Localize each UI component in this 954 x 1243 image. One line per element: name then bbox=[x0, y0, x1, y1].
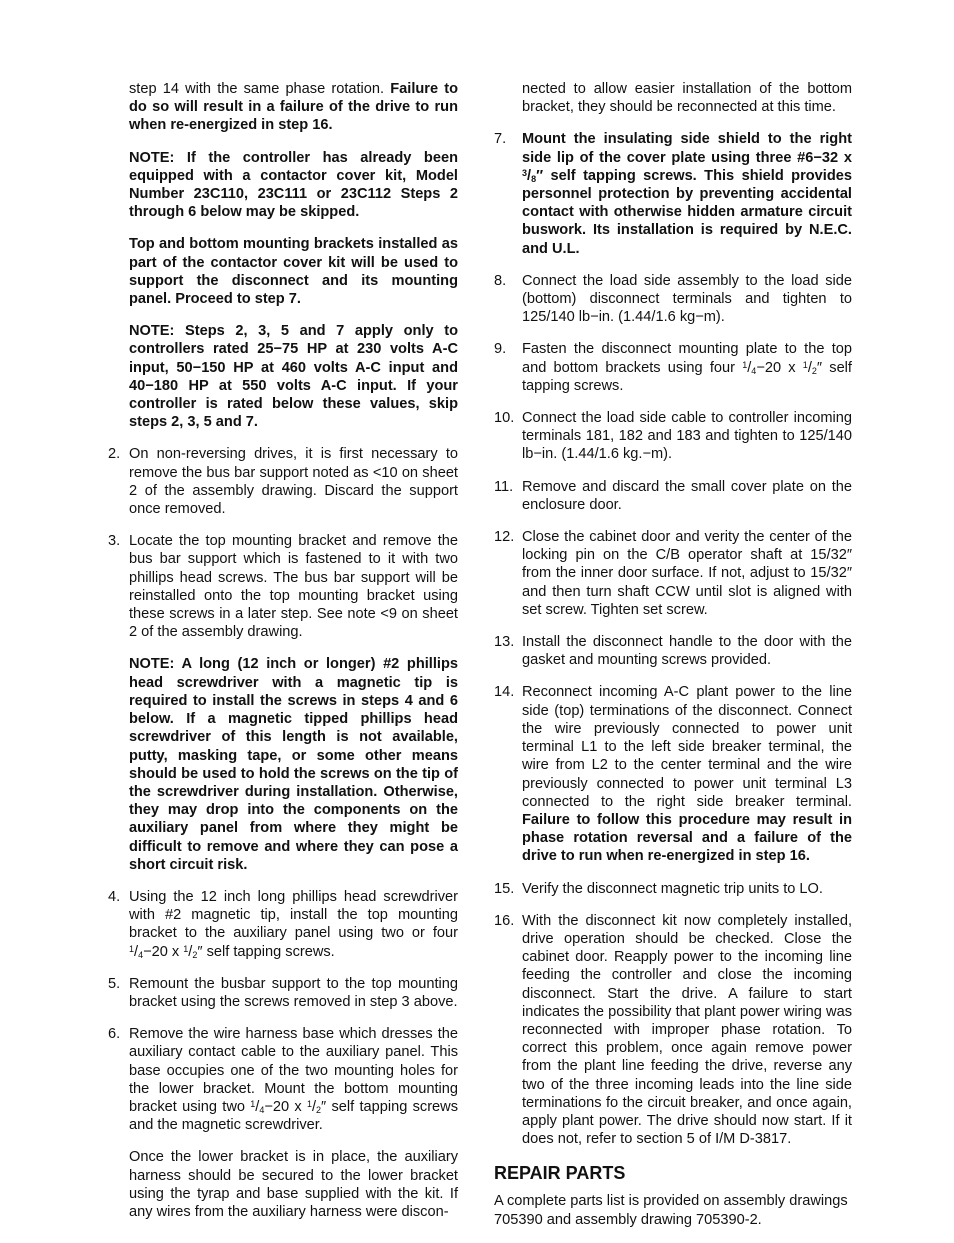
step-text bbox=[522, 683, 852, 865]
step-number: 9. bbox=[494, 341, 507, 358]
step-text: Connect the load side assembly to the load side (bottom) disconnect terminals and tighten to 125/140 lb−in. (1.44/1.6 kg−m). bbox=[522, 272, 852, 326]
step-number: 13. bbox=[494, 634, 515, 651]
paragraph-step1-continuation bbox=[129, 80, 458, 135]
step-text: Close the cabinet door and verity the center of the locking pin on the C/B operator shaft at 15/32″ from the inner door surface. If not, adjust to 15/32″ and then turn shaft CCW until slot is aligned with set screw. Tighten set screw. bbox=[522, 529, 852, 618]
right-column bbox=[494, 80, 852, 1243]
note-screwdriver: NOTE: A long (12 inch or longer) #2 phillips head screwdriver with a magnetic tip is required to install the screws in steps 4 and 6 below. If a magnetic tipped phillips head screwdriver of this length is not available, putty, masking tape, or some other means should be used to hold the screws on the tip of the screwdriver during installation. Otherwise, they may drop into the components on the auxiliary panel from where they might be difficult to remove and where they can pose a short circuit risk. bbox=[129, 656, 458, 873]
step-2 bbox=[108, 445, 458, 518]
step-4 bbox=[108, 888, 458, 961]
step-3 bbox=[108, 532, 458, 641]
text-run: −20 x bbox=[756, 359, 803, 376]
step-9 bbox=[494, 340, 852, 395]
step-number: 4. bbox=[108, 888, 121, 905]
step-number: 5. bbox=[108, 975, 121, 992]
step-11 bbox=[494, 478, 852, 514]
p1-text: step 14 with the same phase rotation. bbox=[129, 81, 391, 97]
step-text: Locate the top mounting bracket and remove the bus bar support which is fastened to it with two phillips head screws. The bus bar support will be reinstalled onto the top mounting bracket using these screws in a later step. See note <9 on sheet 2 of the assembly drawing. bbox=[129, 533, 458, 641]
note-steps-apply: NOTE: Steps 2, 3, 5 and 7 apply only to controllers rated 25−75 HP at 230 volts A-C input, 50−150 HP at 460 volts A-C input and 40−180 HP at 550 volts A-C input. If your controller is rated below these values, skip steps 2, 3, 5 and 7. bbox=[129, 323, 458, 431]
note-brackets: Top and bottom mounting brackets installed as part of the contactor cover kit will be used to support the disconnect and its mounting panel. Proceed to step 7. bbox=[129, 236, 458, 308]
step-number: 6. bbox=[108, 1026, 121, 1043]
step-number: 7. bbox=[494, 131, 507, 148]
step-14 bbox=[494, 683, 852, 865]
step-8 bbox=[494, 272, 852, 327]
step-5 bbox=[108, 975, 458, 1011]
step-text: Fasten the disconnect mounting plate to the top and bottom brackets using four $^1/_4-20$ x $^1/_2''$ self tapping screws. bbox=[522, 341, 852, 394]
paragraph-step6-end: nected to allow easier installation of the bottom bracket, they should be reconnected at this time. bbox=[522, 81, 852, 116]
fraction-numerator: 3 bbox=[522, 167, 528, 178]
step-text: Using the 12 inch long phillips head screwdriver with #2 magnetic tip, install the top mounting bracket to the auxiliary panel using two or four $^1/_4-20$ x $^1/_2''$ self tapping screws. bbox=[129, 888, 458, 960]
text-run: Remove the wire harness base which dresses the auxiliary contact cable to the auxiliary panel. This base occupies one of the two mounting holes for the lower bracket. Mount the bottom mounting bracket using two bbox=[129, 1026, 458, 1115]
text-run: ″ self tapping screws. bbox=[197, 943, 335, 960]
step-number: 15. bbox=[494, 880, 515, 897]
text-run: Mount the insulating side shield to the right side lip of the cover plate using three #6−32 x bbox=[522, 131, 852, 166]
fraction-denominator: 4 bbox=[259, 1104, 265, 1115]
left-column bbox=[108, 80, 458, 1235]
step-15 bbox=[494, 880, 852, 898]
fraction-numerator: 1 bbox=[742, 359, 748, 370]
paragraph-step6-continued: Once the lower bracket is in place, the auxiliary harness should be secured to the lower bracket using the tyrap and base supplied with the kit. If any wires from the auxiliary harness were discon- bbox=[129, 1149, 458, 1220]
step-text: On non-reversing drives, it is first necessary to remove the bus bar support noted as <10 on sheet 2 of the assembly drawing. Discard the support once removed. bbox=[129, 446, 458, 518]
text-run: ″ self tapping screws. bbox=[522, 359, 852, 394]
step-text: Remount the busbar support to the top mounting bracket using the screws removed in step 3 above. bbox=[129, 975, 458, 1010]
text-run: ″ self tapping screws and the magnetic screwdriver. bbox=[129, 1098, 459, 1134]
step-number: 12. bbox=[494, 529, 515, 546]
step-13 bbox=[494, 633, 852, 669]
step-text: Connect the load side cable to controller incoming terminals 181, 182 and 183 and tighten to 125/140 lb−in. (1.44/1.6 kg.−m). bbox=[522, 410, 852, 463]
step-10 bbox=[494, 409, 852, 464]
step-number: 10. bbox=[494, 410, 515, 427]
fraction-numerator: 1 bbox=[250, 1098, 256, 1109]
fraction-numerator: 1 bbox=[306, 1098, 312, 1109]
step-number: 16. bbox=[494, 912, 515, 929]
step-number: 8. bbox=[494, 272, 507, 289]
fraction-denominator: 8 bbox=[531, 173, 537, 184]
section-heading-repair-parts: REPAIR PARTS bbox=[494, 1163, 626, 1184]
step-16 bbox=[494, 912, 852, 1149]
step-text: Verify the disconnect magnetic trip units to LO. bbox=[522, 880, 823, 897]
step-14-warning: Failure to follow this procedure may result in phase rotation reversal and a failure of the drive to run when re-energized in step 16. bbox=[522, 811, 852, 865]
text-run: ″ self tapping screws. This shield provides personnel protection by preventing accidental contact with otherwise hidden armature circuit buswork. Its installation is required by N.E.C. and U.L. bbox=[522, 167, 852, 257]
step-number: 2. bbox=[108, 446, 121, 463]
fraction-denominator: 4 bbox=[751, 365, 757, 376]
fraction-denominator: 4 bbox=[138, 949, 144, 960]
step-text: Remove and discard the small cover plate on the enclosure door. bbox=[522, 478, 852, 513]
repair-parts-text: A complete parts list is provided on assembly drawings 705390 and assembly drawing 705390-2. bbox=[494, 1193, 848, 1228]
step-number: 14. bbox=[494, 684, 515, 701]
step-12 bbox=[494, 528, 852, 619]
step-number: 11. bbox=[494, 478, 514, 495]
fraction-numerator: 1 bbox=[183, 943, 189, 954]
step-6 bbox=[108, 1025, 458, 1134]
fraction-denominator: 2 bbox=[811, 365, 817, 376]
text-run: Using the 12 inch long phillips head screwdriver with #2 magnetic tip, install the top mounting bracket to the auxiliary panel using two or four bbox=[129, 888, 458, 942]
p1-warning: Failure to do so will result in a failure of the drive to run when re-energized in step 16. bbox=[129, 81, 458, 134]
fraction-numerator: 1 bbox=[802, 359, 808, 370]
text-run: −20 x bbox=[143, 943, 184, 960]
fraction-numerator: 1 bbox=[129, 943, 135, 954]
fraction-denominator: 2 bbox=[316, 1104, 322, 1115]
note-contactor-cover-kit: NOTE: If the controller has already been equipped with a contactor cover kit, Model Number 23C110, 23C111 or 23C112 Steps 2 through 6 below may be skipped. bbox=[129, 149, 458, 221]
text-run: Fasten the disconnect mounting plate to the top and bottom brackets using four bbox=[522, 341, 852, 376]
step-number: 3. bbox=[108, 533, 121, 550]
step-text: With the disconnect kit now completely installed, drive operation should be checked. Close the cabinet door. Reapply power to the incoming line feeding the controller and close the incoming disconnect. Start the drive. A failure to start indicates the possibility that plant power wiring was reconnected with improper phase rotation. To correct this problem, once again remove power from the plant line feeding the drive, reverse any two of the three incoming leads into the line side terminations fo the circuit breaker, and once again, apply plant power. The drive should now start. If it does not, refer to section 5 of I/M D-3817. bbox=[522, 912, 852, 1148]
step-text: Remove the wire harness base which dresses the auxiliary contact cable to the auxiliary panel. This base occupies one of the two mounting holes for the lower bracket. Mount the bottom mounting bracket using two $^1/_4-20$ x $^1/_2''$ self tapping screws and the magnetic screwdriver. bbox=[129, 1026, 459, 1134]
step-text: Mount the insulating side shield to the right side lip of the cover plate using three #6−32 x $^3/_8''$ self tapping screws. This shield provides personnel protection by preventing accidental contact with otherwise hidden armature circuit buswork. Its installation is required by N.E.C. and U.L. bbox=[522, 131, 852, 257]
step-7 bbox=[494, 130, 852, 257]
text-run: −20 x bbox=[264, 1098, 307, 1115]
fraction-denominator: 2 bbox=[192, 949, 198, 960]
text-run: Reconnect incoming A-C plant power to the line side (top) terminations of the disconnect. Connect the wire previously connected to power unit terminal L1 to the left side breaker terminal, the wire from L2 to the center terminal and the wire previously connected to power unit terminal L3 connected to the right side breaker terminal. bbox=[522, 684, 852, 810]
step-text: Install the disconnect handle to the door with the gasket and mounting screws provided. bbox=[522, 634, 852, 669]
